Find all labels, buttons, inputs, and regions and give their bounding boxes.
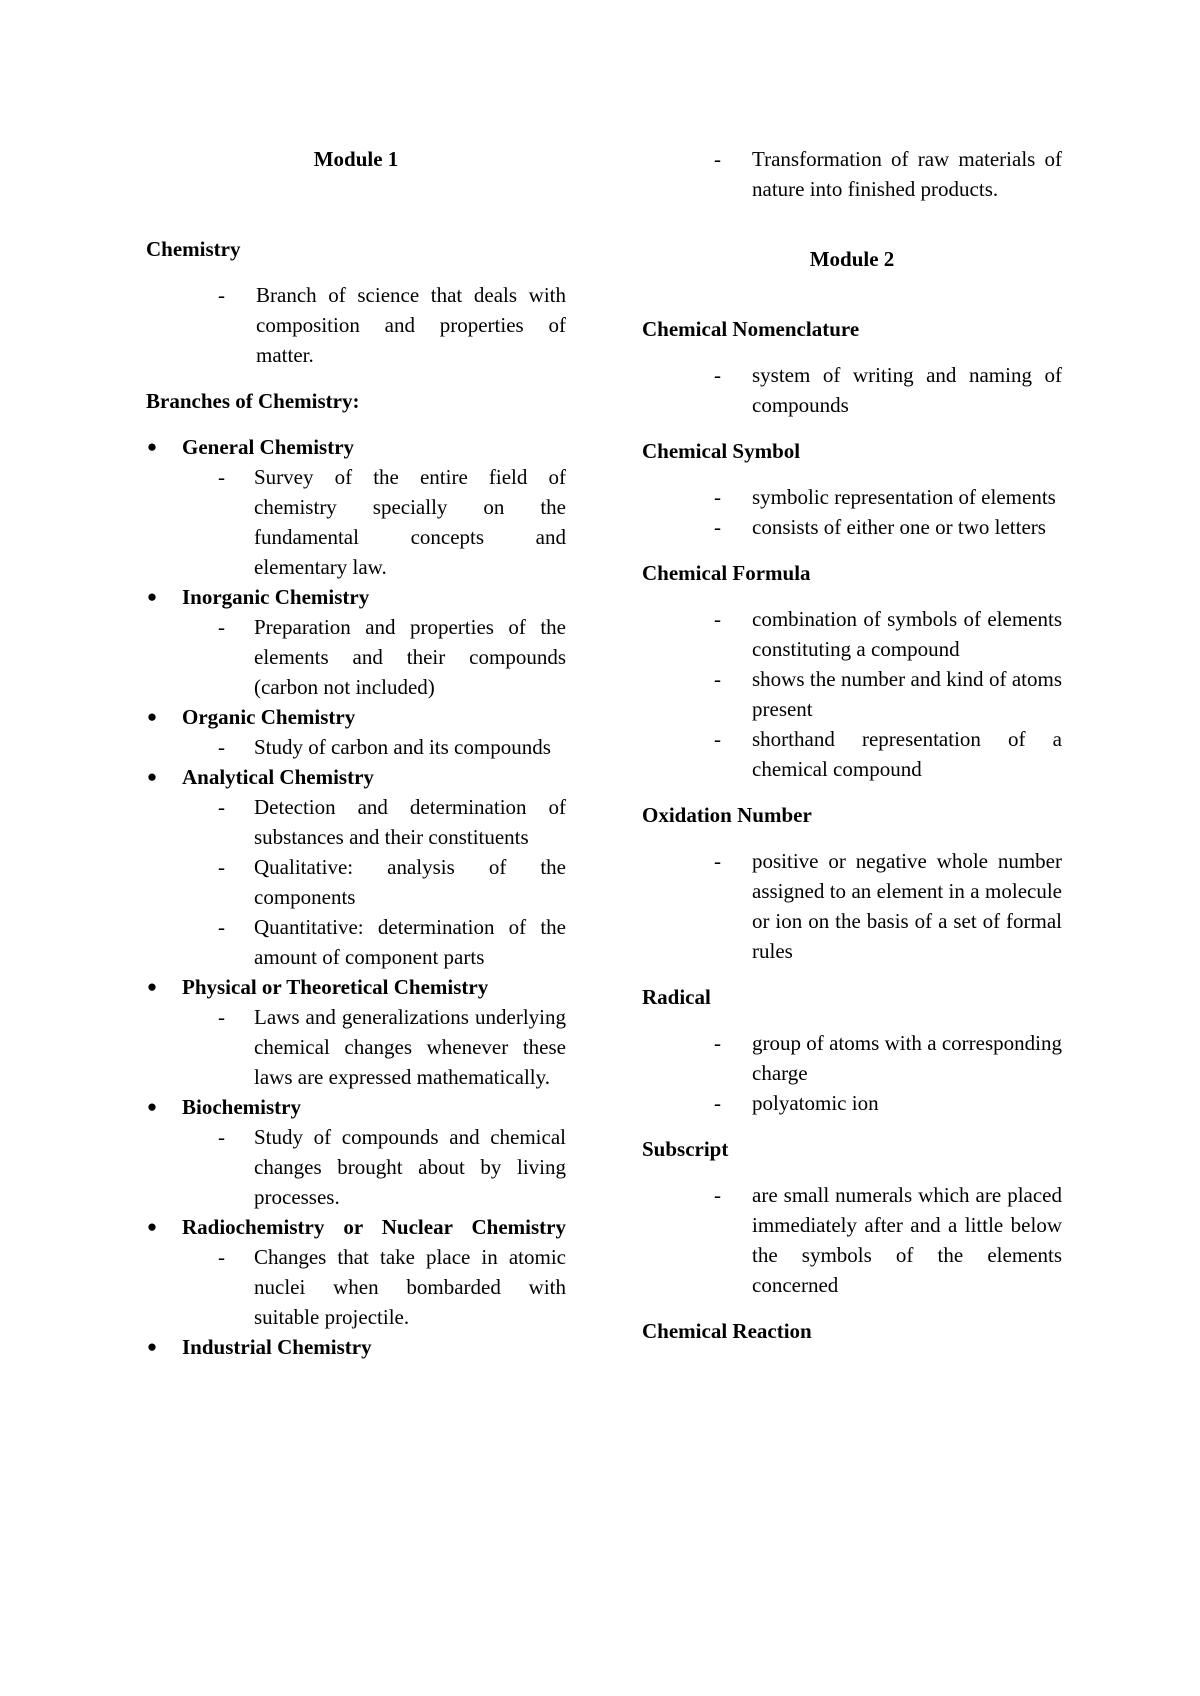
section-heading: Chemical Formula: [642, 561, 811, 585]
industrial-continuation-list: [642, 144, 1062, 204]
bullet-icon: ●: [146, 1337, 158, 1356]
branches-heading: Branches of Chemistry:: [146, 389, 360, 413]
branch-point: - Changes that take place in atomic nuclei when bombarded with suitable projectile.: [182, 1242, 566, 1332]
branch-title: Organic Chemistry: [182, 705, 356, 729]
branch-title: Industrial Chemistry: [182, 1335, 372, 1359]
section-point: - combination of symbols of elements constituting a compound: [642, 604, 1062, 664]
section-point: - shows the number and kind of atoms present: [642, 664, 1062, 724]
branch-item: [146, 702, 566, 762]
branch-item: [146, 432, 566, 582]
section-point: - are small numerals which are placed immediately after and a little below the symbols of the elements concerned: [642, 1180, 1062, 1300]
branch-point: - Detection and determination of substances and their constituents: [182, 792, 566, 852]
branches-list: [146, 432, 566, 1362]
branch-item: [146, 1212, 566, 1332]
section-heading: Oxidation Number: [642, 803, 812, 827]
definition-section: [642, 436, 1062, 542]
branch-item: [146, 972, 566, 1092]
chemistry-heading: Chemistry: [146, 237, 241, 261]
industrial-continuation: - Transformation of raw materials of nature into finished products.: [642, 144, 1062, 204]
branch-title: Inorganic Chemistry: [182, 585, 370, 609]
section-heading: Chemical Nomenclature: [642, 317, 860, 341]
module-1-title: Module 1: [313, 147, 399, 171]
branch-item: [146, 582, 566, 702]
section-heading: Subscript: [642, 1137, 729, 1161]
branch-title: Radiochemistry or Nuclear Chemistry: [182, 1215, 566, 1239]
chemistry-definition: - Branch of science that deals with composition and properties of matter.: [146, 280, 566, 370]
branch-point: - Survey of the entire field of chemistry specially on the fundamental concepts and elementary law.: [182, 462, 566, 582]
bullet-icon: ●: [146, 1217, 158, 1236]
branch-title: Analytical Chemistry: [182, 765, 374, 789]
branch-item: [146, 762, 566, 972]
definition-section: [642, 558, 1062, 784]
section-point: - system of writing and naming of compounds: [642, 360, 1062, 420]
section-point: - group of atoms with a corresponding charge: [642, 1028, 1062, 1088]
section-point: - shorthand representation of a chemical compound: [642, 724, 1062, 784]
section-heading: Chemical Reaction: [642, 1319, 812, 1343]
bullet-icon: ●: [146, 1097, 158, 1116]
bullet-icon: ●: [146, 587, 158, 606]
branch-title: Biochemistry: [182, 1095, 301, 1119]
branch-point: - Study of compounds and chemical changes brought about by living processes.: [182, 1122, 566, 1212]
branch-title: General Chemistry: [182, 435, 355, 459]
bullet-icon: ●: [146, 767, 158, 786]
bullet-icon: ●: [146, 977, 158, 996]
branch-item: [146, 1332, 566, 1362]
section-heading: Chemical Symbol: [642, 439, 801, 463]
branch-point: - Study of carbon and its compounds: [182, 732, 566, 762]
section-point: - consists of either one or two letters: [642, 512, 1062, 542]
definition-section: [642, 1316, 1062, 1346]
right-column: [642, 144, 1062, 1346]
definition-section: [642, 982, 1062, 1118]
section-heading: Radical: [642, 985, 711, 1009]
branch-point: - Preparation and properties of the elements and their compounds (carbon not included): [182, 612, 566, 702]
left-column: [146, 144, 566, 1362]
bullet-icon: ●: [146, 437, 158, 456]
section-point: - polyatomic ion: [642, 1088, 1062, 1118]
branch-point: - Qualitative: analysis of the components: [182, 852, 566, 912]
definition-section: [642, 314, 1062, 420]
branch-point: - Laws and generalizations underlying chemical changes whenever these laws are expressed mathematically.: [182, 1002, 566, 1092]
bullet-icon: ●: [146, 707, 158, 726]
section-point: - symbolic representation of elements: [642, 482, 1062, 512]
branch-title: Physical or Theoretical Chemistry: [182, 975, 489, 999]
module-2-title: Module 2: [809, 247, 895, 271]
section-point: - positive or negative whole number assigned to an element in a molecule or ion on the basis of a set of formal rules: [642, 846, 1062, 966]
definition-section: [642, 1134, 1062, 1300]
definition-section: [642, 800, 1062, 966]
branch-item: [146, 1092, 566, 1212]
chemistry-definition-list: [146, 280, 566, 370]
branch-point: - Quantitative: determination of the amount of component parts: [182, 912, 566, 972]
